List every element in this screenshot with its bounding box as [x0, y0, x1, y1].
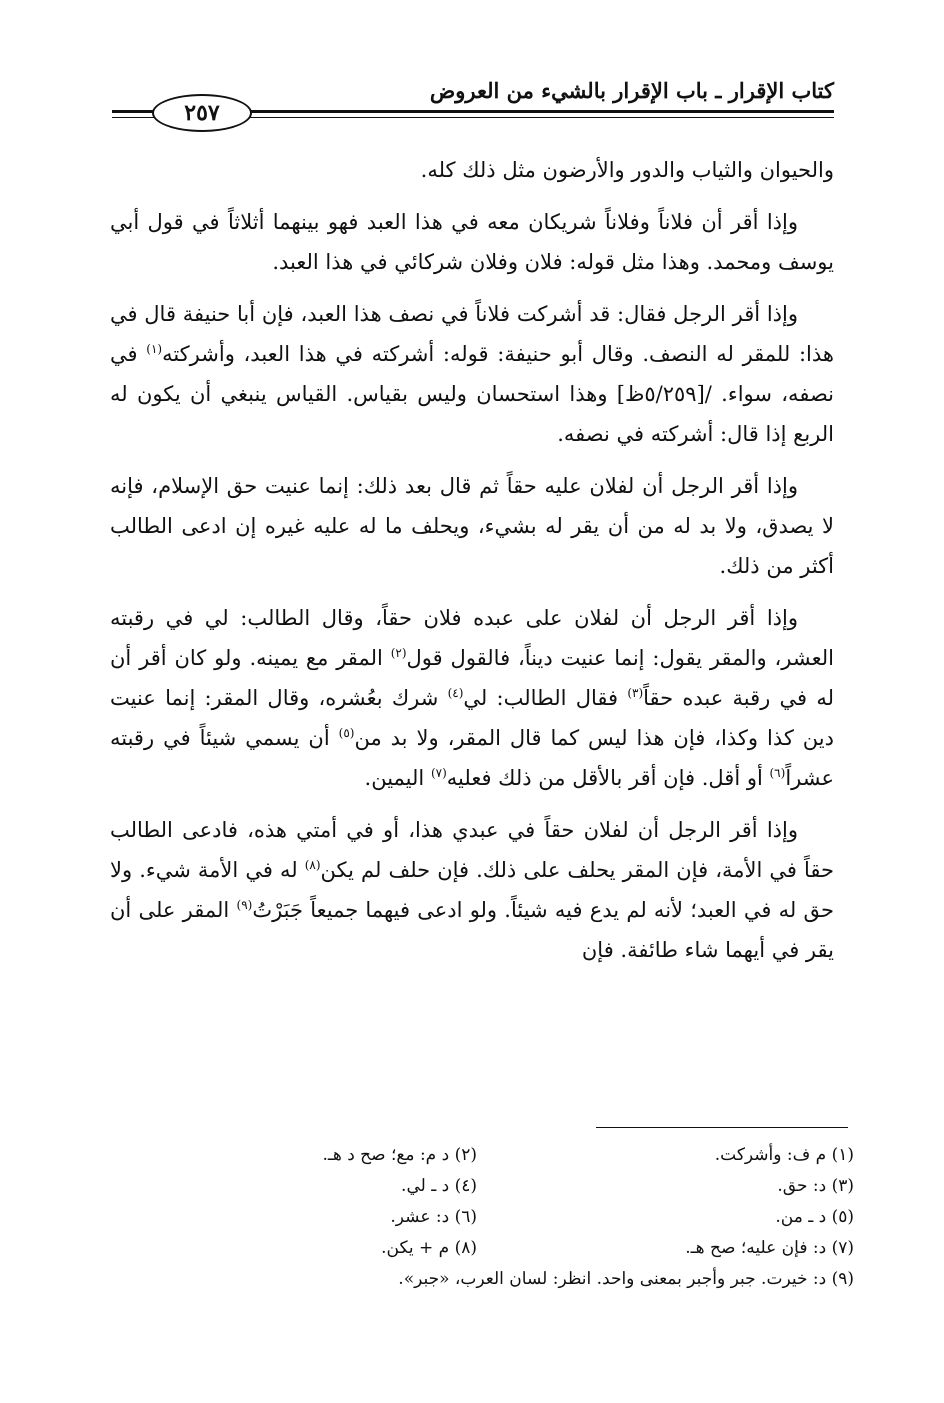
footnotes	[110, 1140, 854, 1295]
footnote-number: (٦)	[454, 1207, 477, 1227]
footnote-number: (٧)	[831, 1238, 854, 1258]
paragraph-1	[110, 150, 834, 190]
paragraph-text: اليمين.	[364, 766, 431, 790]
footnote-text: د م: مع؛ صح د هـ.	[322, 1145, 450, 1165]
footnote-number: (٤)	[454, 1176, 477, 1196]
running-title: كتاب الإقرار ـ باب الإقرار بالشيء من العروض	[429, 78, 834, 103]
paragraph-3	[110, 294, 834, 454]
footnote-number: (٩)	[831, 1269, 854, 1289]
paragraph-text: والحيوان والثياب والدور والأرضون مثل ذلك كله.	[420, 158, 834, 182]
paragraph-text: وإذا أقر أن فلاناً وفلاناً شريكان معه في هذا العبد فهو بينهما أثلاثاً في قول أبي يوسف ومحمد. وهذا مثل قوله: فلان وفلان شركائي في هذا العبد.	[110, 210, 834, 274]
footnote-ref: (٦)	[769, 766, 786, 780]
footnote-separator	[596, 1127, 848, 1128]
paragraph-2	[110, 202, 834, 282]
footnote-ref: (٧)	[430, 766, 447, 780]
footnote-ref: (١)	[146, 342, 163, 356]
paragraph-text: شرك بعُشره، وقال المقر: إنما عنيت دين كذا وكذا، فإن هذا ليس كما قال المقر، ولا بد من	[110, 686, 834, 750]
footnote-1	[487, 1140, 854, 1171]
footnote-ref: (٣)	[627, 686, 644, 700]
footnote-7	[487, 1233, 854, 1264]
footnote-8	[110, 1233, 477, 1264]
paragraph-text: وإذا أقر الرجل أن لفلان على عبده فلان حقاً، وقال الطالب: لي في رقبته العشر، والمقر يقول: إنما عنيت ديناً، فالقول قول	[110, 606, 834, 670]
paragraph-4	[110, 466, 834, 586]
footnote-ref: (٩)	[236, 898, 253, 912]
footnote-text: د ـ من.	[775, 1207, 827, 1227]
paragraph-text: وإذا أقر الرجل أن لفلان عليه حقاً ثم قال بعد ذلك: إنما عنيت حق الإسلام، فإنه لا يصدق، ولا بد له من أن يقر له بشيء، ويحلف ما له عليه غيره إن ادعى الطالب أكثر من ذلك.	[110, 474, 834, 578]
footnote-number: (٢)	[454, 1145, 477, 1165]
footnote-6	[110, 1202, 477, 1233]
paragraph-5	[110, 598, 834, 798]
paragraph-text: له في الأمة شيء. ولا حق له في العبد؛ لأنه لم يدع فيه شيئاً. ولو ادعى فيهما جميعاً جَبَرْتُ	[110, 858, 834, 922]
footnote-number: (١)	[831, 1145, 854, 1165]
paragraph-text: فقال الطالب: لي	[463, 686, 628, 710]
footnote-text: م ف: وأشركت.	[714, 1145, 827, 1165]
paragraph-text: وإذا أقر الرجل أن لفلان حقاً في عبدي هذا، أو في أمتي هذه، فادعى الطالب حقاً في الأمة، فإن المقر يحلف على ذلك. فإن حلف لم يكن	[110, 818, 834, 882]
footnote-text: د: خيرت. جبر وأجبر بمعنى واحد. انظر: لسان العرب، «جبر».	[398, 1269, 827, 1289]
footnote-number: (٨)	[454, 1238, 477, 1258]
paragraph-text: المقر على أن يقر في أيهما شاء طائفة. فإن	[110, 898, 834, 962]
footnote-ref: (٢)	[390, 646, 407, 660]
footnote-ref: (٥)	[338, 726, 355, 740]
page-number: ٢٥٧	[184, 100, 220, 126]
footnote-2	[110, 1140, 477, 1171]
footnote-text: د: فإن عليه؛ صح هـ.	[685, 1238, 827, 1258]
footnote-4	[110, 1171, 477, 1202]
paragraph-text: وإذا أقر الرجل فقال: قد أشركت فلاناً في نصف هذا العبد، فإن أبا حنيفة قال في هذا: للمقر له النصف. وقال أبو حنيفة: قوله: أشركته في هذا العبد، وأشركته	[110, 302, 834, 366]
footnote-text: م + يكن.	[381, 1238, 450, 1258]
footnote-number: (٣)	[831, 1176, 854, 1196]
main-text	[110, 150, 834, 982]
paragraph-text: المقر مع يمينه. ولو كان أقر أن له في رقبة عبده حقاً	[110, 646, 834, 710]
footnote-text: د ـ لي.	[401, 1176, 450, 1196]
paragraph-text: أن يسمي شيئاً في رقبته عشراً	[110, 726, 834, 790]
footnote-ref: (٨)	[304, 858, 321, 872]
page-number-oval	[152, 94, 252, 132]
footnote-number: (٥)	[831, 1207, 854, 1227]
footnote-text: د: عشر.	[390, 1207, 450, 1227]
paragraph-text: في نصفه، سواء. /[٥/٢٥٩ظ] وهذا استحسان وليس بقياس. القياس ينبغي أن يكون له الربع إذا قال: أشركته في نصفه.	[110, 342, 834, 446]
footnote-5	[487, 1202, 854, 1233]
footnote-ref: (٤)	[447, 686, 464, 700]
footnote-text: د: حق.	[777, 1176, 827, 1196]
footnote-3	[487, 1171, 854, 1202]
paragraph-text: أو أقل. فإن أقر بالأقل من ذلك فعليه	[446, 766, 770, 790]
footnote-9	[110, 1264, 854, 1295]
page-header	[112, 78, 834, 126]
paragraph-6	[110, 810, 834, 970]
